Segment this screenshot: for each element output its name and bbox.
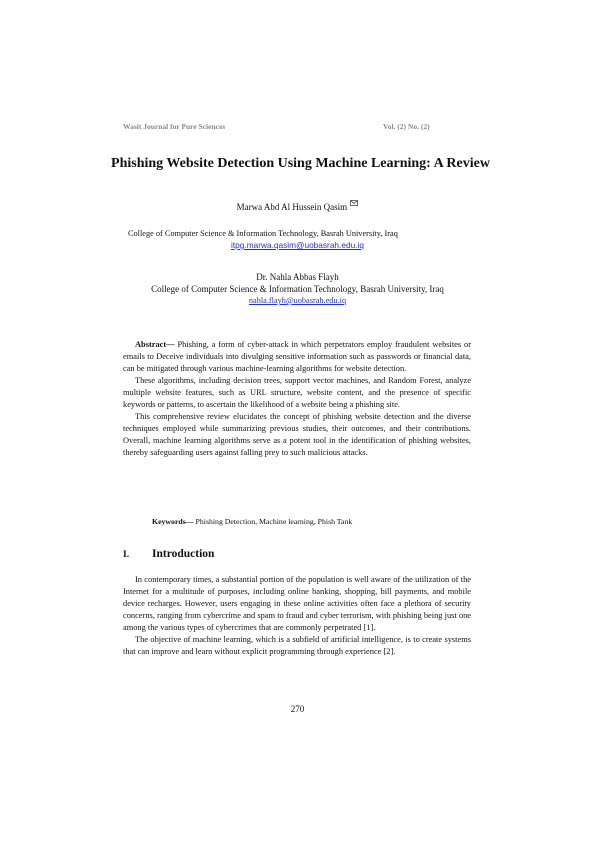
- abstract-paragraph: This comprehensive review elucidates the concept of phishing website detection and the diverse techniques employed while summarizing previous studies, their outcomes, and their contributions. Overall, machine learning algorithms serve as a potent tool in the identification of phishing websites, thereby safeguarding users against falling prey to such malicious attacks.: [123, 412, 471, 458]
- volume-info: Vol. (2) No. (2): [383, 122, 430, 131]
- abstract-label: Abstract—: [135, 340, 175, 349]
- abstract: [123, 339, 471, 459]
- abstract-paragraph: Abstract— Phishing, a form of cyber-attack in which perpetrators employ fraudulent websites or emails to Deceive individuals into divulging sensitive information such as passwords or financial data, can be mitigated through various machine-learning algorithms for website detection.: [123, 340, 472, 374]
- abstract-paragraph: These algorithms, including decision trees, support vector machines, and Random Forest, analyze multiple website features, such as URL structure, website content, and the presence of specific keywords or patterns, to ascertain the likelihood of a website being a phishing site.: [123, 376, 471, 410]
- author-1-email-link[interactable]: itpg.marwa.qasim@uobasrah.edu.iq: [231, 240, 364, 250]
- keywords-label: Keywords—: [152, 517, 194, 526]
- author-2-affiliation: College of Computer Science & Information Technology, Basrah University, Iraq: [151, 284, 444, 294]
- intro-paragraph: The objective of machine learning, which is a subfield of artificial intelligence, is to create systems that can improve and learn without explicit programming through experience [2].: [123, 635, 471, 657]
- author-1: [0, 200, 595, 212]
- author-2-email-link[interactable]: nahla.flayh@uobasrah.edu.iq: [248, 296, 347, 305]
- section-heading: Introduction: [152, 548, 215, 560]
- paper-title: Phishing Website Detection Using Machine Learning: A Review: [111, 156, 490, 171]
- page-number: 270: [290, 704, 305, 714]
- keywords: [152, 517, 352, 526]
- author-1-name: Marwa Abd Al Hussein Qasim: [236, 202, 348, 212]
- journal-name: Wasit Journal for Pure Sciences: [123, 122, 226, 131]
- author-2-name: Dr. Nahla Abbas Flayh: [256, 272, 339, 282]
- keywords-text: Phishing Detection, Machine learning, Phish Tank: [193, 517, 353, 526]
- intro-paragraph: In contemporary times, a substantial portion of the population is well aware of the utilization of the Internet for a multitude of purposes, including online banking, shopping, bill payments, and mobile device recharges. However, users engaging in these online activities often face a plethora of security concerns, ranging from cybercrime and spam to fraud and cyber terrorism, with phishing being just one among the various types of cybercrimes that are commonly perpetrated [1].: [123, 575, 471, 633]
- section-number: I.: [123, 550, 130, 560]
- author-1-affiliation: College of Computer Science & Information Technology, Basrah University, Iraq: [128, 229, 398, 238]
- envelope-icon: [350, 200, 358, 208]
- introduction-body: [123, 574, 471, 658]
